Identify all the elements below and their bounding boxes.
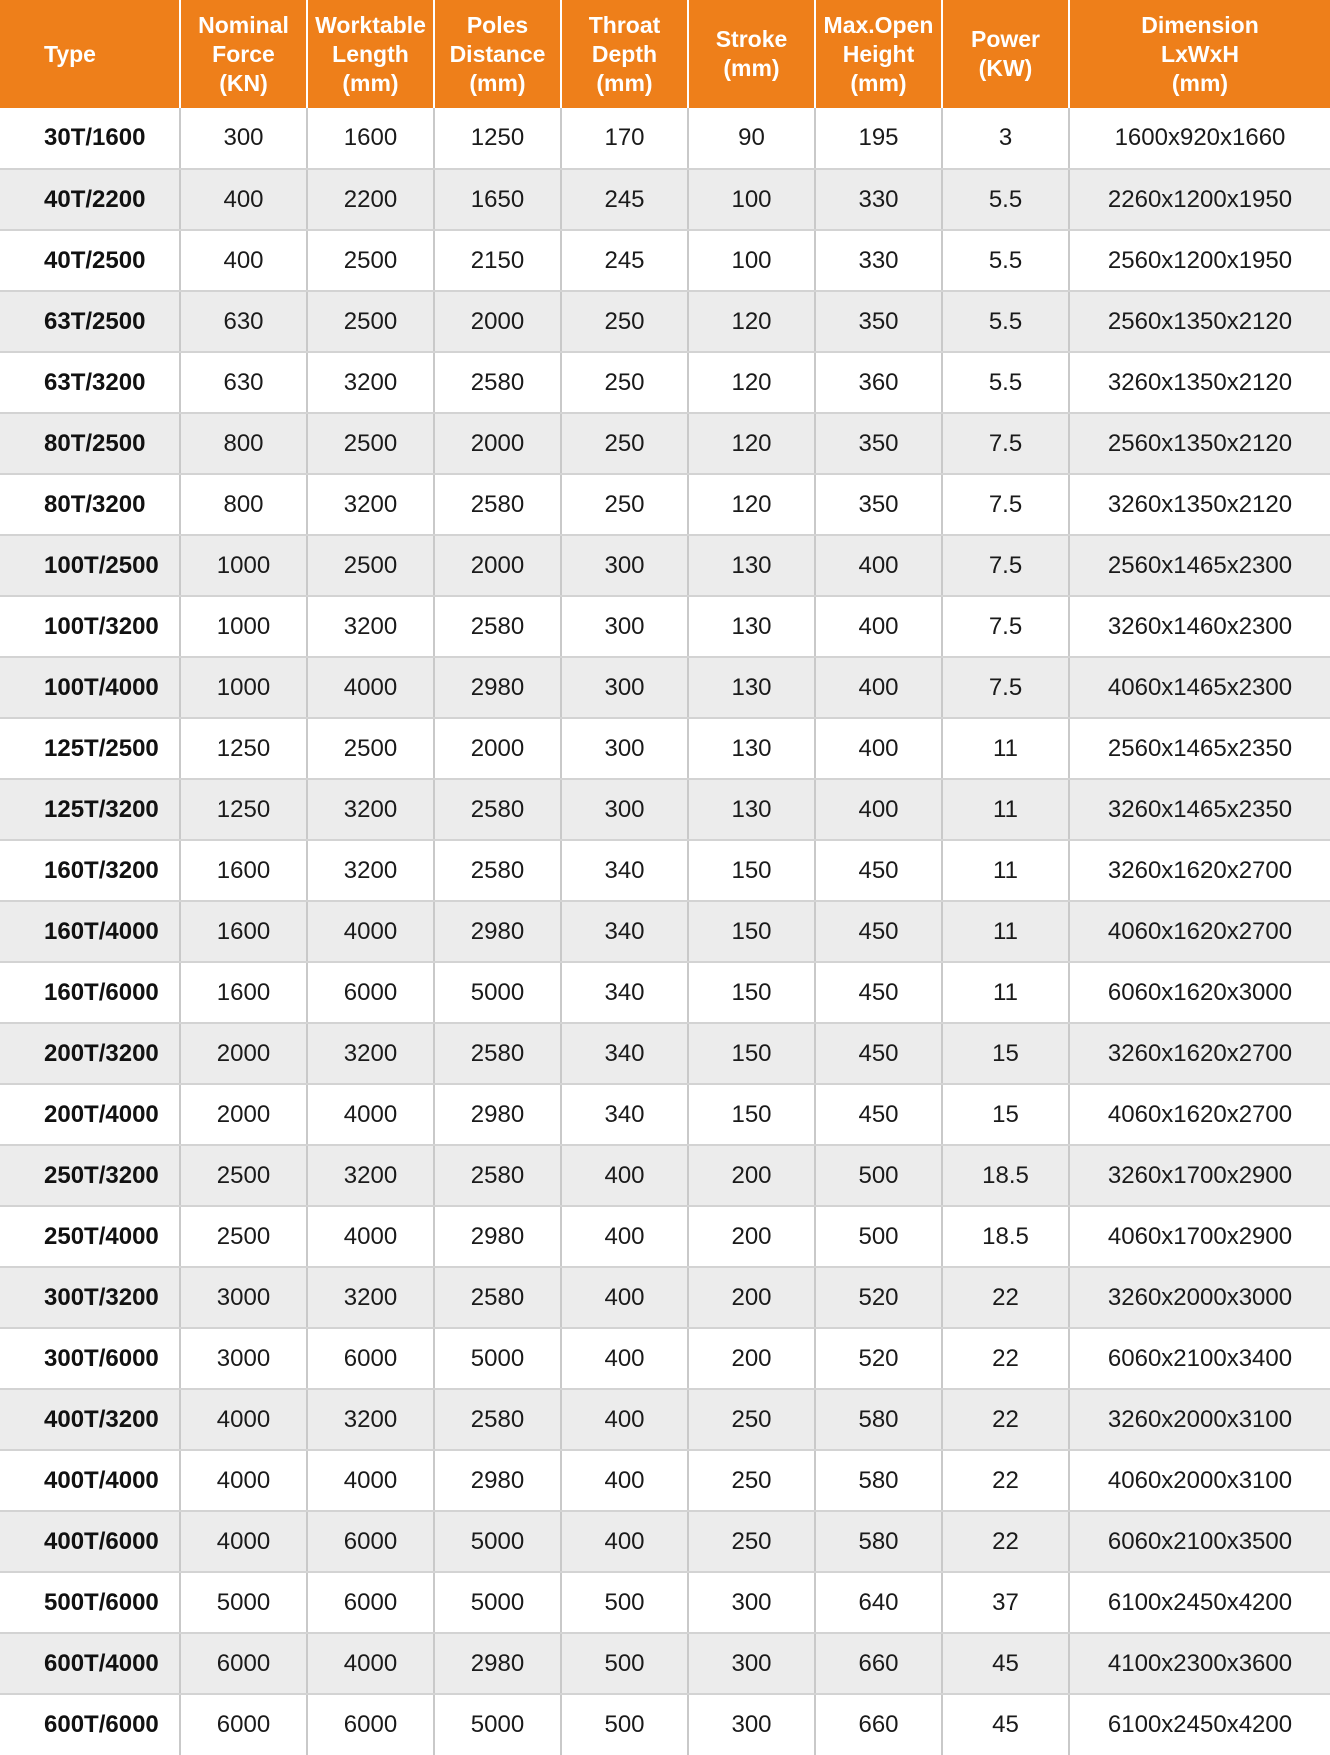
cell-max-open-height: 520	[815, 1328, 942, 1389]
cell-power: 11	[942, 840, 1069, 901]
cell-poles-distance: 2980	[434, 1084, 561, 1145]
cell-type: 250T/3200	[0, 1145, 180, 1206]
table-row	[0, 1206, 1330, 1267]
cell-nominal-force: 400	[180, 230, 307, 291]
cell-worktable-length: 6000	[307, 1511, 434, 1572]
cell-nominal-force: 1600	[180, 962, 307, 1023]
table-row	[0, 474, 1330, 535]
cell-worktable-length: 4000	[307, 901, 434, 962]
table-row	[0, 413, 1330, 474]
column-header-worktable-length: Worktable Length (mm)	[307, 0, 434, 108]
cell-nominal-force: 1600	[180, 840, 307, 901]
cell-worktable-length: 4000	[307, 1206, 434, 1267]
cell-type: 300T/3200	[0, 1267, 180, 1328]
table-row	[0, 352, 1330, 413]
cell-stroke: 150	[688, 1084, 815, 1145]
cell-nominal-force: 1000	[180, 657, 307, 718]
table-row	[0, 535, 1330, 596]
cell-nominal-force: 1000	[180, 596, 307, 657]
cell-nominal-force: 4000	[180, 1511, 307, 1572]
cell-max-open-height: 450	[815, 840, 942, 901]
cell-throat-depth: 300	[561, 596, 688, 657]
table-row	[0, 1145, 1330, 1206]
cell-poles-distance: 2980	[434, 657, 561, 718]
cell-nominal-force: 3000	[180, 1328, 307, 1389]
cell-type: 100T/3200	[0, 596, 180, 657]
column-header-power: Power (KW)	[942, 0, 1069, 108]
cell-poles-distance: 2980	[434, 901, 561, 962]
cell-throat-depth: 250	[561, 413, 688, 474]
table-row	[0, 1267, 1330, 1328]
cell-throat-depth: 340	[561, 1023, 688, 1084]
cell-power: 7.5	[942, 657, 1069, 718]
cell-nominal-force: 6000	[180, 1694, 307, 1755]
cell-power: 45	[942, 1633, 1069, 1694]
cell-power: 22	[942, 1389, 1069, 1450]
header-row	[0, 0, 1330, 108]
cell-stroke: 130	[688, 596, 815, 657]
cell-nominal-force: 800	[180, 474, 307, 535]
cell-dimension: 2560x1350x2120	[1069, 413, 1330, 474]
cell-max-open-height: 195	[815, 108, 942, 169]
cell-dimension: 2560x1200x1950	[1069, 230, 1330, 291]
table-row	[0, 1511, 1330, 1572]
cell-throat-depth: 300	[561, 657, 688, 718]
cell-type: 600T/6000	[0, 1694, 180, 1755]
cell-stroke: 300	[688, 1694, 815, 1755]
cell-poles-distance: 5000	[434, 1328, 561, 1389]
cell-max-open-height: 400	[815, 718, 942, 779]
cell-nominal-force: 5000	[180, 1572, 307, 1633]
cell-power: 18.5	[942, 1206, 1069, 1267]
cell-power: 11	[942, 962, 1069, 1023]
cell-stroke: 150	[688, 901, 815, 962]
cell-nominal-force: 630	[180, 352, 307, 413]
cell-nominal-force: 3000	[180, 1267, 307, 1328]
cell-power: 3	[942, 108, 1069, 169]
cell-max-open-height: 400	[815, 779, 942, 840]
cell-throat-depth: 500	[561, 1694, 688, 1755]
cell-dimension: 4100x2300x3600	[1069, 1633, 1330, 1694]
cell-worktable-length: 2500	[307, 413, 434, 474]
table-row	[0, 291, 1330, 352]
cell-poles-distance: 2980	[434, 1450, 561, 1511]
cell-dimension: 6060x2100x3500	[1069, 1511, 1330, 1572]
table-body	[0, 108, 1330, 1755]
cell-throat-depth: 340	[561, 1084, 688, 1145]
cell-poles-distance: 2580	[434, 1267, 561, 1328]
cell-nominal-force: 1000	[180, 535, 307, 596]
cell-nominal-force: 2000	[180, 1084, 307, 1145]
cell-stroke: 130	[688, 718, 815, 779]
cell-poles-distance: 2580	[434, 474, 561, 535]
column-header-poles-distance: Poles Distance (mm)	[434, 0, 561, 108]
cell-poles-distance: 5000	[434, 1572, 561, 1633]
cell-stroke: 200	[688, 1267, 815, 1328]
cell-poles-distance: 2000	[434, 718, 561, 779]
cell-max-open-height: 450	[815, 962, 942, 1023]
cell-max-open-height: 580	[815, 1450, 942, 1511]
cell-type: 63T/3200	[0, 352, 180, 413]
cell-dimension: 4060x1620x2700	[1069, 1084, 1330, 1145]
cell-worktable-length: 3200	[307, 474, 434, 535]
table-header	[0, 0, 1330, 108]
cell-dimension: 4060x1700x2900	[1069, 1206, 1330, 1267]
cell-worktable-length: 3200	[307, 840, 434, 901]
table-row	[0, 1572, 1330, 1633]
cell-throat-depth: 400	[561, 1206, 688, 1267]
cell-worktable-length: 3200	[307, 779, 434, 840]
table-row	[0, 962, 1330, 1023]
cell-type: 80T/2500	[0, 413, 180, 474]
cell-max-open-height: 360	[815, 352, 942, 413]
cell-stroke: 300	[688, 1633, 815, 1694]
cell-poles-distance: 2580	[434, 779, 561, 840]
cell-stroke: 150	[688, 1023, 815, 1084]
cell-dimension: 3260x2000x3000	[1069, 1267, 1330, 1328]
cell-dimension: 3260x1350x2120	[1069, 352, 1330, 413]
cell-worktable-length: 6000	[307, 1328, 434, 1389]
cell-max-open-height: 450	[815, 901, 942, 962]
cell-type: 200T/4000	[0, 1084, 180, 1145]
cell-worktable-length: 2500	[307, 291, 434, 352]
cell-dimension: 1600x920x1660	[1069, 108, 1330, 169]
cell-dimension: 3260x1460x2300	[1069, 596, 1330, 657]
cell-stroke: 120	[688, 352, 815, 413]
cell-throat-depth: 400	[561, 1267, 688, 1328]
cell-throat-depth: 400	[561, 1389, 688, 1450]
cell-throat-depth: 340	[561, 901, 688, 962]
cell-power: 18.5	[942, 1145, 1069, 1206]
cell-type: 160T/4000	[0, 901, 180, 962]
cell-stroke: 150	[688, 840, 815, 901]
cell-power: 15	[942, 1023, 1069, 1084]
cell-stroke: 250	[688, 1389, 815, 1450]
column-header-nominal-force: Nominal Force (KN)	[180, 0, 307, 108]
cell-dimension: 6060x2100x3400	[1069, 1328, 1330, 1389]
cell-worktable-length: 4000	[307, 657, 434, 718]
cell-max-open-height: 500	[815, 1145, 942, 1206]
cell-stroke: 130	[688, 535, 815, 596]
table-row	[0, 1328, 1330, 1389]
cell-stroke: 300	[688, 1572, 815, 1633]
cell-nominal-force: 2500	[180, 1145, 307, 1206]
cell-worktable-length: 3200	[307, 1023, 434, 1084]
cell-power: 22	[942, 1511, 1069, 1572]
cell-poles-distance: 2150	[434, 230, 561, 291]
cell-poles-distance: 1650	[434, 169, 561, 230]
cell-type: 63T/2500	[0, 291, 180, 352]
cell-throat-depth: 300	[561, 779, 688, 840]
cell-stroke: 120	[688, 474, 815, 535]
cell-type: 125T/2500	[0, 718, 180, 779]
cell-poles-distance: 5000	[434, 1694, 561, 1755]
cell-type: 250T/4000	[0, 1206, 180, 1267]
column-header-max-open-height: Max.Open Height (mm)	[815, 0, 942, 108]
cell-worktable-length: 4000	[307, 1450, 434, 1511]
cell-worktable-length: 3200	[307, 1267, 434, 1328]
cell-worktable-length: 2200	[307, 169, 434, 230]
cell-type: 40T/2200	[0, 169, 180, 230]
cell-type: 80T/3200	[0, 474, 180, 535]
cell-stroke: 90	[688, 108, 815, 169]
cell-power: 37	[942, 1572, 1069, 1633]
table-row	[0, 779, 1330, 840]
cell-power: 5.5	[942, 230, 1069, 291]
cell-throat-depth: 245	[561, 230, 688, 291]
cell-max-open-height: 500	[815, 1206, 942, 1267]
cell-throat-depth: 500	[561, 1572, 688, 1633]
cell-worktable-length: 2500	[307, 718, 434, 779]
cell-max-open-height: 580	[815, 1389, 942, 1450]
cell-dimension: 3260x1350x2120	[1069, 474, 1330, 535]
cell-max-open-height: 660	[815, 1694, 942, 1755]
cell-max-open-height: 640	[815, 1572, 942, 1633]
cell-worktable-length: 2500	[307, 535, 434, 596]
cell-stroke: 250	[688, 1450, 815, 1511]
cell-power: 7.5	[942, 596, 1069, 657]
cell-power: 5.5	[942, 169, 1069, 230]
cell-type: 125T/3200	[0, 779, 180, 840]
table-row	[0, 1389, 1330, 1450]
cell-nominal-force: 800	[180, 413, 307, 474]
cell-power: 5.5	[942, 352, 1069, 413]
cell-poles-distance: 2000	[434, 413, 561, 474]
column-header-dimension: Dimension LxWxH (mm)	[1069, 0, 1330, 108]
cell-poles-distance: 2980	[434, 1206, 561, 1267]
cell-stroke: 100	[688, 230, 815, 291]
cell-dimension: 3260x1465x2350	[1069, 779, 1330, 840]
cell-worktable-length: 3200	[307, 1389, 434, 1450]
cell-nominal-force: 1250	[180, 718, 307, 779]
cell-poles-distance: 2580	[434, 596, 561, 657]
cell-max-open-height: 330	[815, 230, 942, 291]
cell-max-open-height: 580	[815, 1511, 942, 1572]
cell-dimension: 6060x1620x3000	[1069, 962, 1330, 1023]
table-row	[0, 1023, 1330, 1084]
cell-type: 160T/3200	[0, 840, 180, 901]
cell-throat-depth: 340	[561, 962, 688, 1023]
cell-max-open-height: 400	[815, 657, 942, 718]
cell-stroke: 120	[688, 413, 815, 474]
cell-throat-depth: 250	[561, 291, 688, 352]
cell-throat-depth: 400	[561, 1450, 688, 1511]
cell-poles-distance: 2580	[434, 1023, 561, 1084]
cell-throat-depth: 245	[561, 169, 688, 230]
cell-stroke: 200	[688, 1145, 815, 1206]
column-header-stroke: Stroke (mm)	[688, 0, 815, 108]
cell-poles-distance: 5000	[434, 962, 561, 1023]
table-row	[0, 840, 1330, 901]
cell-dimension: 3260x1620x2700	[1069, 840, 1330, 901]
cell-poles-distance: 2000	[434, 291, 561, 352]
cell-dimension: 4060x1620x2700	[1069, 901, 1330, 962]
cell-nominal-force: 400	[180, 169, 307, 230]
cell-power: 15	[942, 1084, 1069, 1145]
cell-stroke: 120	[688, 291, 815, 352]
cell-stroke: 200	[688, 1328, 815, 1389]
cell-dimension: 4060x2000x3100	[1069, 1450, 1330, 1511]
cell-max-open-height: 450	[815, 1084, 942, 1145]
cell-throat-depth: 340	[561, 840, 688, 901]
cell-max-open-height: 660	[815, 1633, 942, 1694]
cell-type: 100T/4000	[0, 657, 180, 718]
cell-max-open-height: 350	[815, 474, 942, 535]
table-row	[0, 901, 1330, 962]
cell-power: 45	[942, 1694, 1069, 1755]
cell-nominal-force: 300	[180, 108, 307, 169]
cell-max-open-height: 350	[815, 413, 942, 474]
cell-type: 300T/6000	[0, 1328, 180, 1389]
cell-throat-depth: 250	[561, 474, 688, 535]
cell-nominal-force: 1600	[180, 901, 307, 962]
cell-stroke: 150	[688, 962, 815, 1023]
cell-throat-depth: 500	[561, 1633, 688, 1694]
cell-stroke: 250	[688, 1511, 815, 1572]
cell-max-open-height: 400	[815, 535, 942, 596]
cell-worktable-length: 2500	[307, 230, 434, 291]
column-header-type: Type	[0, 0, 180, 108]
cell-poles-distance: 2000	[434, 535, 561, 596]
cell-power: 11	[942, 718, 1069, 779]
table-row	[0, 1450, 1330, 1511]
cell-worktable-length: 6000	[307, 962, 434, 1023]
cell-power: 11	[942, 779, 1069, 840]
cell-power: 11	[942, 901, 1069, 962]
cell-poles-distance: 5000	[434, 1511, 561, 1572]
cell-nominal-force: 1250	[180, 779, 307, 840]
cell-worktable-length: 4000	[307, 1633, 434, 1694]
cell-worktable-length: 6000	[307, 1694, 434, 1755]
cell-dimension: 6100x2450x4200	[1069, 1694, 1330, 1755]
cell-throat-depth: 300	[561, 535, 688, 596]
table-row	[0, 1633, 1330, 1694]
cell-power: 7.5	[942, 413, 1069, 474]
cell-power: 7.5	[942, 474, 1069, 535]
cell-type: 400T/6000	[0, 1511, 180, 1572]
cell-max-open-height: 450	[815, 1023, 942, 1084]
cell-nominal-force: 2000	[180, 1023, 307, 1084]
cell-dimension: 2560x1350x2120	[1069, 291, 1330, 352]
cell-nominal-force: 4000	[180, 1389, 307, 1450]
cell-poles-distance: 2580	[434, 352, 561, 413]
cell-dimension: 4060x1465x2300	[1069, 657, 1330, 718]
cell-type: 30T/1600	[0, 108, 180, 169]
cell-throat-depth: 170	[561, 108, 688, 169]
table-row	[0, 596, 1330, 657]
cell-type: 160T/6000	[0, 962, 180, 1023]
cell-dimension: 2260x1200x1950	[1069, 169, 1330, 230]
cell-throat-depth: 400	[561, 1511, 688, 1572]
cell-nominal-force: 2500	[180, 1206, 307, 1267]
cell-power: 5.5	[942, 291, 1069, 352]
cell-power: 22	[942, 1267, 1069, 1328]
cell-power: 7.5	[942, 535, 1069, 596]
table-row	[0, 230, 1330, 291]
cell-worktable-length: 3200	[307, 1145, 434, 1206]
cell-max-open-height: 330	[815, 169, 942, 230]
cell-worktable-length: 6000	[307, 1572, 434, 1633]
table-row	[0, 169, 1330, 230]
cell-type: 200T/3200	[0, 1023, 180, 1084]
cell-dimension: 3260x1700x2900	[1069, 1145, 1330, 1206]
table-row	[0, 1084, 1330, 1145]
cell-type: 100T/2500	[0, 535, 180, 596]
cell-stroke: 200	[688, 1206, 815, 1267]
cell-dimension: 2560x1465x2300	[1069, 535, 1330, 596]
cell-poles-distance: 1250	[434, 108, 561, 169]
cell-power: 22	[942, 1328, 1069, 1389]
cell-type: 500T/6000	[0, 1572, 180, 1633]
cell-throat-depth: 250	[561, 352, 688, 413]
cell-type: 40T/2500	[0, 230, 180, 291]
cell-type: 600T/4000	[0, 1633, 180, 1694]
cell-nominal-force: 6000	[180, 1633, 307, 1694]
table-row	[0, 108, 1330, 169]
cell-type: 400T/4000	[0, 1450, 180, 1511]
cell-throat-depth: 300	[561, 718, 688, 779]
cell-dimension: 2560x1465x2350	[1069, 718, 1330, 779]
cell-power: 22	[942, 1450, 1069, 1511]
cell-worktable-length: 3200	[307, 596, 434, 657]
cell-dimension: 6100x2450x4200	[1069, 1572, 1330, 1633]
cell-poles-distance: 2580	[434, 1389, 561, 1450]
cell-poles-distance: 2580	[434, 840, 561, 901]
cell-dimension: 3260x1620x2700	[1069, 1023, 1330, 1084]
table-row	[0, 1694, 1330, 1755]
table-row	[0, 718, 1330, 779]
cell-max-open-height: 350	[815, 291, 942, 352]
cell-poles-distance: 2580	[434, 1145, 561, 1206]
cell-worktable-length: 1600	[307, 108, 434, 169]
cell-poles-distance: 2980	[434, 1633, 561, 1694]
table-row	[0, 657, 1330, 718]
cell-type: 400T/3200	[0, 1389, 180, 1450]
cell-stroke: 100	[688, 169, 815, 230]
cell-worktable-length: 3200	[307, 352, 434, 413]
cell-nominal-force: 4000	[180, 1450, 307, 1511]
cell-throat-depth: 400	[561, 1145, 688, 1206]
cell-worktable-length: 4000	[307, 1084, 434, 1145]
cell-stroke: 130	[688, 779, 815, 840]
cell-throat-depth: 400	[561, 1328, 688, 1389]
cell-max-open-height: 400	[815, 596, 942, 657]
cell-max-open-height: 520	[815, 1267, 942, 1328]
column-header-throat-depth: Throat Depth (mm)	[561, 0, 688, 108]
cell-dimension: 3260x2000x3100	[1069, 1389, 1330, 1450]
cell-stroke: 130	[688, 657, 815, 718]
cell-nominal-force: 630	[180, 291, 307, 352]
